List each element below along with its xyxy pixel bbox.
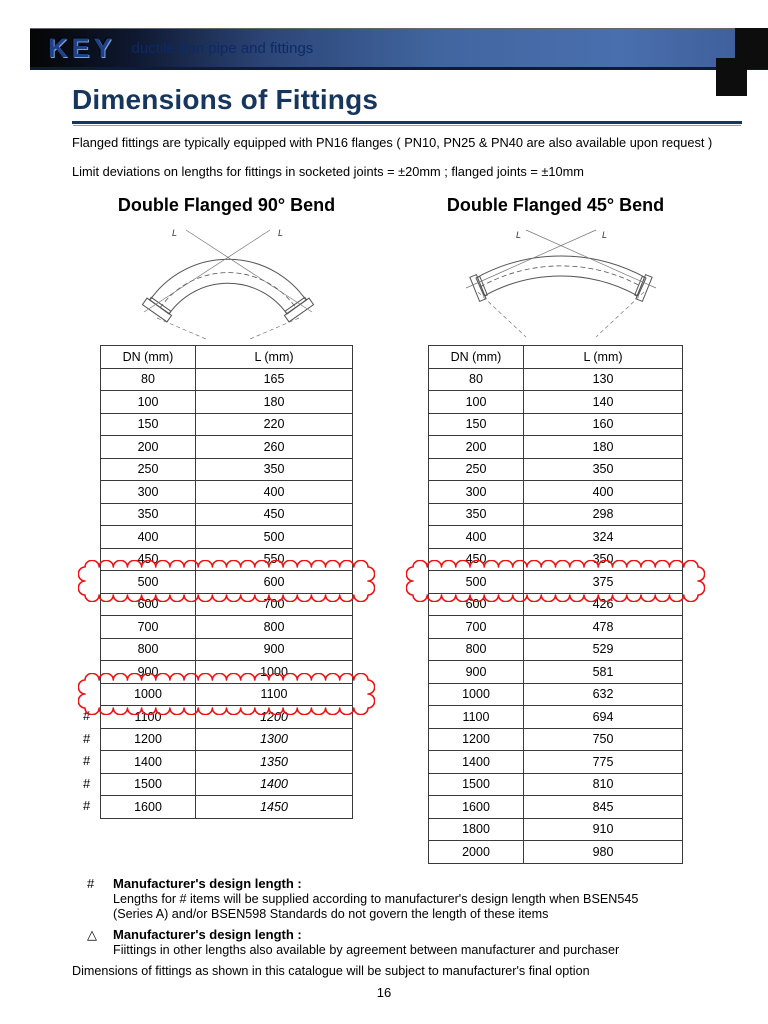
- dn-cell: 900: [101, 661, 196, 684]
- dn-cell: 250: [429, 458, 524, 481]
- dn-cell: 600: [429, 593, 524, 616]
- table-row: [101, 481, 353, 504]
- title-underline: [72, 121, 742, 124]
- hash-symbol: #: [87, 876, 95, 891]
- table-row: [101, 391, 353, 414]
- dimensions-table-45-bend: [428, 345, 683, 864]
- table-row: [101, 548, 353, 571]
- dimension-label-l: L: [172, 228, 178, 238]
- dn-cell: 100: [101, 391, 196, 414]
- table-row: [429, 436, 683, 459]
- dn-cell: 1400: [429, 751, 524, 774]
- l-cell: 1200: [196, 706, 353, 729]
- l-cell: 581: [524, 661, 683, 684]
- table-header-row: [101, 346, 353, 369]
- data-table: [100, 345, 353, 819]
- dn-cell: 600: [101, 593, 196, 616]
- dn-cell: 800: [101, 638, 196, 661]
- table-row: [101, 638, 353, 661]
- l-cell: 750: [524, 728, 683, 751]
- dn-cell: 350: [101, 503, 196, 526]
- footnote-heading: Manufacturer's design length :: [113, 876, 302, 891]
- dn-cell: 900: [429, 661, 524, 684]
- l-column-header: L (mm): [196, 346, 353, 369]
- table-row: [101, 706, 353, 729]
- table-row: [101, 728, 353, 751]
- l-cell: 350: [524, 548, 683, 571]
- dimension-label-l: L: [516, 230, 522, 240]
- table-row: [101, 526, 353, 549]
- l-cell: 375: [524, 571, 683, 594]
- dn-cell: 1200: [101, 728, 196, 751]
- design-length-marker: #: [83, 708, 91, 723]
- header-tagline: ductile iron pipe and fittings: [131, 39, 314, 57]
- l-cell: 350: [196, 458, 353, 481]
- table-row: [101, 773, 353, 796]
- dn-cell: 1600: [429, 796, 524, 819]
- l-column-header: L (mm): [524, 346, 683, 369]
- table-row: [429, 728, 683, 751]
- dn-cell: 1500: [429, 773, 524, 796]
- l-cell: 550: [196, 548, 353, 571]
- l-cell: 1350: [196, 751, 353, 774]
- table-row: [101, 571, 353, 594]
- table-row: [429, 683, 683, 706]
- table-row: [429, 368, 683, 391]
- design-length-marker: #: [83, 753, 91, 768]
- table-row: [429, 391, 683, 414]
- l-cell: 810: [524, 773, 683, 796]
- design-length-marker: #: [83, 775, 91, 791]
- bend-45-drawing: [446, 226, 676, 338]
- l-cell: 900: [196, 638, 353, 661]
- l-cell: 1300: [196, 728, 353, 751]
- table-row: [429, 503, 683, 526]
- dn-cell: 100: [429, 391, 524, 414]
- dn-cell: 1400: [101, 751, 196, 774]
- dimension-label-l: L: [278, 228, 284, 238]
- table-row: [429, 661, 683, 684]
- l-cell: 1000: [196, 661, 353, 684]
- table-row: [101, 683, 353, 706]
- dn-cell: 1600: [101, 796, 196, 819]
- table-row: [429, 548, 683, 571]
- l-cell: 600: [196, 571, 353, 594]
- footnotes: [72, 876, 702, 978]
- footnote-body: Lengths for # items will be supplied according to manufacturer's design length when BSEN545 (Series A) and/or BSEN598 Standards do not govern the length of these items: [113, 892, 639, 922]
- dn-cell: 400: [429, 526, 524, 549]
- dn-cell: 450: [101, 548, 196, 571]
- section-title-45-bend: Double Flanged 45° Bend: [446, 195, 665, 215]
- table-header-row: [429, 346, 683, 369]
- table-row: [429, 751, 683, 774]
- intro-flanges-text: Flanged fittings are typically equipped with PN16 flanges ( PN10, PN25 & PN40 are also available upon request ): [72, 135, 713, 150]
- l-cell: 1100: [196, 683, 353, 706]
- l-cell: 426: [524, 593, 683, 616]
- l-cell: 529: [524, 638, 683, 661]
- dn-cell: 1200: [429, 728, 524, 751]
- dn-cell: 700: [429, 616, 524, 639]
- key-logo: KEY: [48, 32, 116, 63]
- table-row: [429, 616, 683, 639]
- table-row: [429, 818, 683, 841]
- dn-cell: 1100: [429, 706, 524, 729]
- l-cell: 478: [524, 616, 683, 639]
- dn-cell: 150: [101, 413, 196, 436]
- l-cell: 160: [524, 413, 683, 436]
- dn-cell: 200: [429, 436, 524, 459]
- l-cell: 130: [524, 368, 683, 391]
- l-cell: 1450: [196, 796, 353, 819]
- dn-cell: 80: [101, 368, 196, 391]
- dimensions-table-90-bend: [83, 345, 353, 819]
- table-row: [429, 458, 683, 481]
- l-cell: 260: [196, 436, 353, 459]
- table-row: [429, 773, 683, 796]
- dn-cell: 2000: [429, 841, 524, 864]
- footnote-body: Fiittings in other lengths also available by agreement between manufacturer and purchaser: [113, 942, 620, 957]
- table-row: [429, 841, 683, 864]
- l-cell: 180: [524, 436, 683, 459]
- l-cell: 350: [524, 458, 683, 481]
- dimension-label-l: L: [602, 230, 608, 240]
- dn-cell: 700: [101, 616, 196, 639]
- l-cell: 980: [524, 841, 683, 864]
- dn-cell: 200: [101, 436, 196, 459]
- dn-cell: 800: [429, 638, 524, 661]
- page-title: Dimensions of Fittings: [72, 84, 379, 115]
- l-cell: 694: [524, 706, 683, 729]
- table-row: [101, 503, 353, 526]
- design-length-marker: #: [83, 798, 91, 813]
- dn-cell: 500: [429, 571, 524, 594]
- table-row: [429, 638, 683, 661]
- dn-cell: 400: [101, 526, 196, 549]
- dn-cell: 1100: [101, 706, 196, 729]
- dn-cell: 450: [429, 548, 524, 571]
- l-cell: 775: [524, 751, 683, 774]
- dn-cell: 500: [101, 571, 196, 594]
- l-cell: 400: [196, 481, 353, 504]
- footnote-triangle: [72, 927, 702, 961]
- dn-cell: 1800: [429, 818, 524, 841]
- footnote-hash: [72, 876, 702, 926]
- l-cell: 298: [524, 503, 683, 526]
- l-cell: 910: [524, 818, 683, 841]
- table-row: [101, 458, 353, 481]
- table-row: [429, 706, 683, 729]
- dn-cell: 1000: [101, 683, 196, 706]
- dn-column-header: DN (mm): [101, 346, 196, 369]
- table-row: [101, 368, 353, 391]
- l-cell: 324: [524, 526, 683, 549]
- disclaimer-text: Dimensions of fittings as shown in this catalogue will be subject to manufacturer's final option: [72, 964, 590, 979]
- l-cell: 632: [524, 683, 683, 706]
- l-cell: 845: [524, 796, 683, 819]
- section-title-90-bend: Double Flanged 90° Bend: [117, 195, 336, 215]
- footnote-heading: Manufacturer's design length :: [113, 926, 302, 942]
- dn-cell: 80: [429, 368, 524, 391]
- table-row: [101, 593, 353, 616]
- l-cell: 450: [196, 503, 353, 526]
- table-row: [429, 526, 683, 549]
- dn-cell: 300: [429, 481, 524, 504]
- bend-90-drawing: [108, 220, 348, 340]
- corner-tab-stem: [716, 58, 747, 96]
- intro-deviations-text: Limit deviations on lengths for fittings in socketed joints = ±20mm ; flanged joints = ±10mm: [72, 164, 584, 179]
- dn-cell: 350: [429, 503, 524, 526]
- l-cell: 500: [196, 526, 353, 549]
- table-row: [429, 571, 683, 594]
- page-number: 16: [376, 985, 392, 1000]
- table-row: [429, 413, 683, 436]
- l-cell: 220: [196, 413, 353, 436]
- table-row: [429, 593, 683, 616]
- l-cell: 180: [196, 391, 353, 414]
- l-cell: 400: [524, 481, 683, 504]
- table-row: [101, 436, 353, 459]
- dn-cell: 1000: [429, 683, 524, 706]
- table-row: [101, 796, 353, 819]
- header-band: [30, 28, 768, 70]
- dn-cell: 150: [429, 413, 524, 436]
- design-length-marker: #: [83, 730, 91, 746]
- l-cell: 700: [196, 593, 353, 616]
- table-row: [101, 413, 353, 436]
- triangle-symbol: △: [87, 926, 97, 942]
- dn-column-header: DN (mm): [429, 346, 524, 369]
- table-row: [101, 751, 353, 774]
- dn-cell: 250: [101, 458, 196, 481]
- dn-cell: 1500: [101, 773, 196, 796]
- l-cell: 140: [524, 391, 683, 414]
- l-cell: 1400: [196, 773, 353, 796]
- table-row: [429, 481, 683, 504]
- table-row: [429, 796, 683, 819]
- dn-cell: 300: [101, 481, 196, 504]
- l-cell: 165: [196, 368, 353, 391]
- table-row: [101, 661, 353, 684]
- data-table: [428, 345, 683, 864]
- l-cell: 800: [196, 616, 353, 639]
- table-row: [101, 616, 353, 639]
